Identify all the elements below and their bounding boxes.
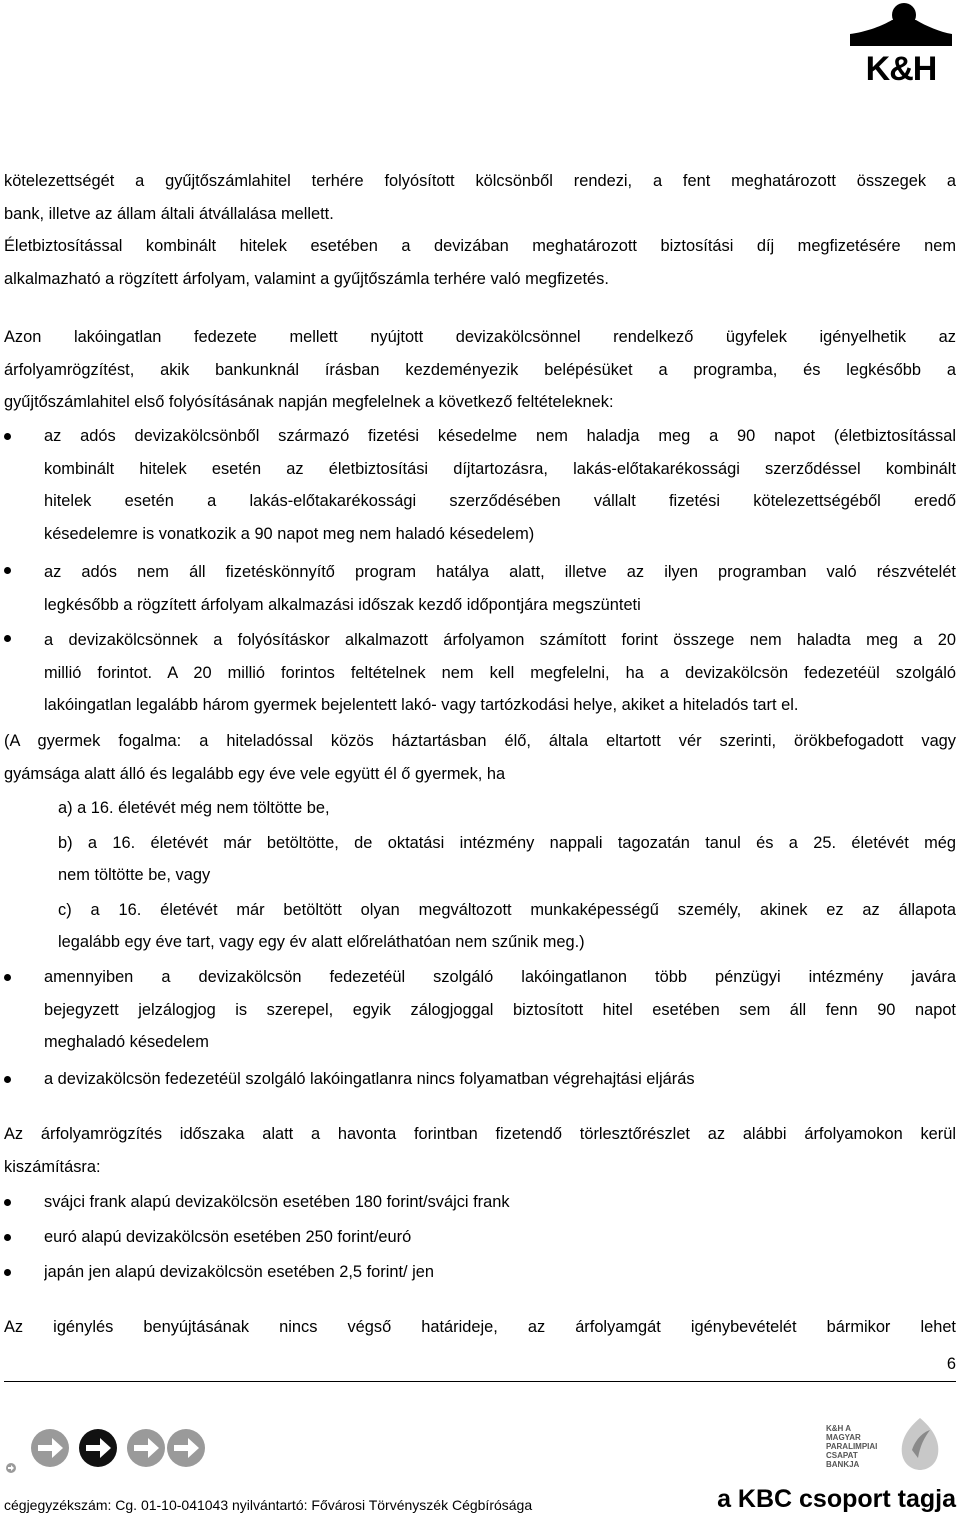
kh-logo-symbol-icon	[846, 2, 956, 48]
text-line: a devizakölcsön fedezetéül szolgáló lakóingatlanra nincs folyamatban végrehajtási eljárás	[44, 1070, 695, 1088]
text-line: Életbiztosítással kombinált hitelek esetében a devizában meghatározott biztosítási díj megfizetésére nem	[4, 237, 956, 256]
company-registry-text: cégjegyzékszám: Cg. 01-10-041043 nyilvántartó: Fővárosi Törvényszék Cégbírósága	[4, 1497, 533, 1513]
arrow-right-icon	[166, 1428, 206, 1468]
rate-jpy: japán jen alapú devizakölcsön esetében 2,5 forint/ jen	[44, 1263, 435, 1281]
paragraph-4	[4, 1311, 956, 1344]
child-sublist	[58, 792, 956, 959]
kh-logo	[846, 2, 956, 90]
text-line: gyámsága alatt álló és legalább egy éve vele együtt él ő gyermek, ha	[4, 764, 506, 783]
bullet-icon	[4, 974, 14, 984]
page-number: 6	[946, 1355, 956, 1373]
paralympic-team-text: K&H A MAGYAR PARALIMPIAI CSAPAT BANKJA	[826, 1424, 878, 1469]
text-line: amennyiben a devizakölcsön fedezetéül szolgáló lakóingatlanon több pénzügyi intézmény javára	[44, 968, 956, 986]
arrow-right-icon	[78, 1428, 118, 1468]
text-line: meghaladó késedelem	[44, 1033, 209, 1052]
sublist-item: a) a 16. életévét még nem töltötte be,	[58, 799, 330, 817]
text-line: kombinált hitelek esetén az életbiztosítási díjtartozásra, lakás-előtakarékossági szerződéssel kombinált	[44, 459, 956, 478]
arrow-right-icon	[126, 1428, 166, 1468]
footer-arrows	[6, 1424, 196, 1482]
text-line: a devizakölcsönnek a folyósításkor alkalmazott árfolyamon számított forint összege nem haladta meg a 20	[44, 631, 956, 649]
text-line: késedelemre is vonatkozik a 90 napot meg nem haladó késedelem)	[44, 524, 535, 543]
text-line: bank, illetve az állam általi átvállalása mellett.	[4, 204, 334, 223]
small-arrow-icon	[6, 1460, 16, 1470]
bullet-icon	[4, 1269, 14, 1279]
text-line: Az árfolyamrögzítés időszaka alatt a havonta forintban fizetendő törlesztőrészlet az alábbi árfolyamokon kerül	[4, 1125, 956, 1143]
child-definition	[4, 725, 956, 790]
arrow-right-icon	[30, 1428, 70, 1468]
bullet-icon	[4, 635, 14, 645]
paralympic-emblem-icon	[890, 1414, 950, 1474]
sublist-item-cont: legalább egy éve tart, vagy egy év alatt előreláthatóan nem szűnik meg.)	[58, 933, 585, 952]
text-line: az adós nem áll fizetéskönnyítő program hatálya alatt, illetve az ilyen programban való részvételét	[44, 563, 956, 581]
sublist-item: b) a 16. életévét már betöltötte, de oktatási intézmény nappali tagozatán tanul és a 25. életévét még	[58, 833, 956, 852]
text-line: (A gyermek fogalma: a hiteladóssal közös háztartásban élő, általa eltartott vér szerinti, örökbefogadott vagy	[4, 732, 956, 750]
text-line: kiszámításra:	[4, 1157, 101, 1176]
text-line: az adós devizakölcsönből származó fizetési késedelme nem haladja meg a 90 napot (életbiztosítással	[44, 427, 956, 445]
text-line: legkésőbb a rögzített árfolyam alkalmazási időszak kezdő időpontjára megszünteti	[44, 595, 641, 614]
text-line: Az igénylés benyújtásának nincs végső határideje, az árfolyamgát igénybevételét bármikor lehet	[4, 1318, 956, 1336]
text-line: gyűjtőszámlahitel első folyósításának napján megfelelnek a következő feltételeknek:	[4, 393, 614, 412]
sublist-item-cont: nem töltötte be, vagy	[58, 866, 211, 885]
text-line: kötelezettségét a gyűjtőszámlahitel terhére folyósított kölcsönből rendezi, a fent meghatározott összegek a	[4, 172, 956, 190]
bullet-icon	[4, 1199, 14, 1209]
bullet-icon	[4, 1234, 14, 1244]
bullet-icon	[4, 433, 14, 443]
bullet-icon	[4, 1076, 14, 1086]
footer-divider	[4, 1381, 956, 1382]
text-line: lakóingatlan legalább három gyermek bejelentett lakó- vagy tartózkodási helye, akiket a hiteladós tart el.	[44, 696, 799, 715]
text-line: alkalmazható a rögzített árfolyam, valamint a gyűjtőszámla terhére való megfizetés.	[4, 269, 609, 288]
paragraph-3	[4, 1118, 956, 1183]
text-line: millió forintot. A 20 millió forintos feltételnek nem kell megfelelni, ha a devizakölcsön fedezetéül szolgáló	[44, 663, 956, 682]
paragraph-1	[4, 165, 956, 295]
text-line: bejegyzett jelzálogjog is szerepel, egyik zálogjoggal biztosított hitel esetében sem áll fenn 90 napot	[44, 1000, 956, 1019]
text-line: hitelek esetén a lakás-előtakarékossági szerződésében vállalt fizetési kötelezettségéből eredő	[44, 492, 956, 511]
text-line: árfolyamrögzítést, akik bankunknál írásban kezdeményezik belépésüket a programba, és legkésőbb a	[4, 360, 956, 379]
kh-logo-text: K&H	[865, 50, 937, 88]
kbc-group-tagline: a KBC csoport tagja	[717, 1485, 956, 1513]
bullet-icon	[4, 567, 14, 577]
rate-chf: svájci frank alapú devizakölcsön esetében 180 forint/svájci frank	[44, 1193, 510, 1211]
text-line: Azon lakóingatlan fedezete mellett nyújtott devizakölcsönnel rendelkező ügyfelek igényelhetik az	[4, 328, 956, 346]
rate-eur: euró alapú devizakölcsön esetében 250 forint/euró	[44, 1228, 412, 1246]
sublist-item: c) a 16. életévét már betöltött olyan megváltozott munkaképességű személy, akinek ez az állapota	[58, 900, 956, 919]
paragraph-2	[4, 321, 956, 419]
